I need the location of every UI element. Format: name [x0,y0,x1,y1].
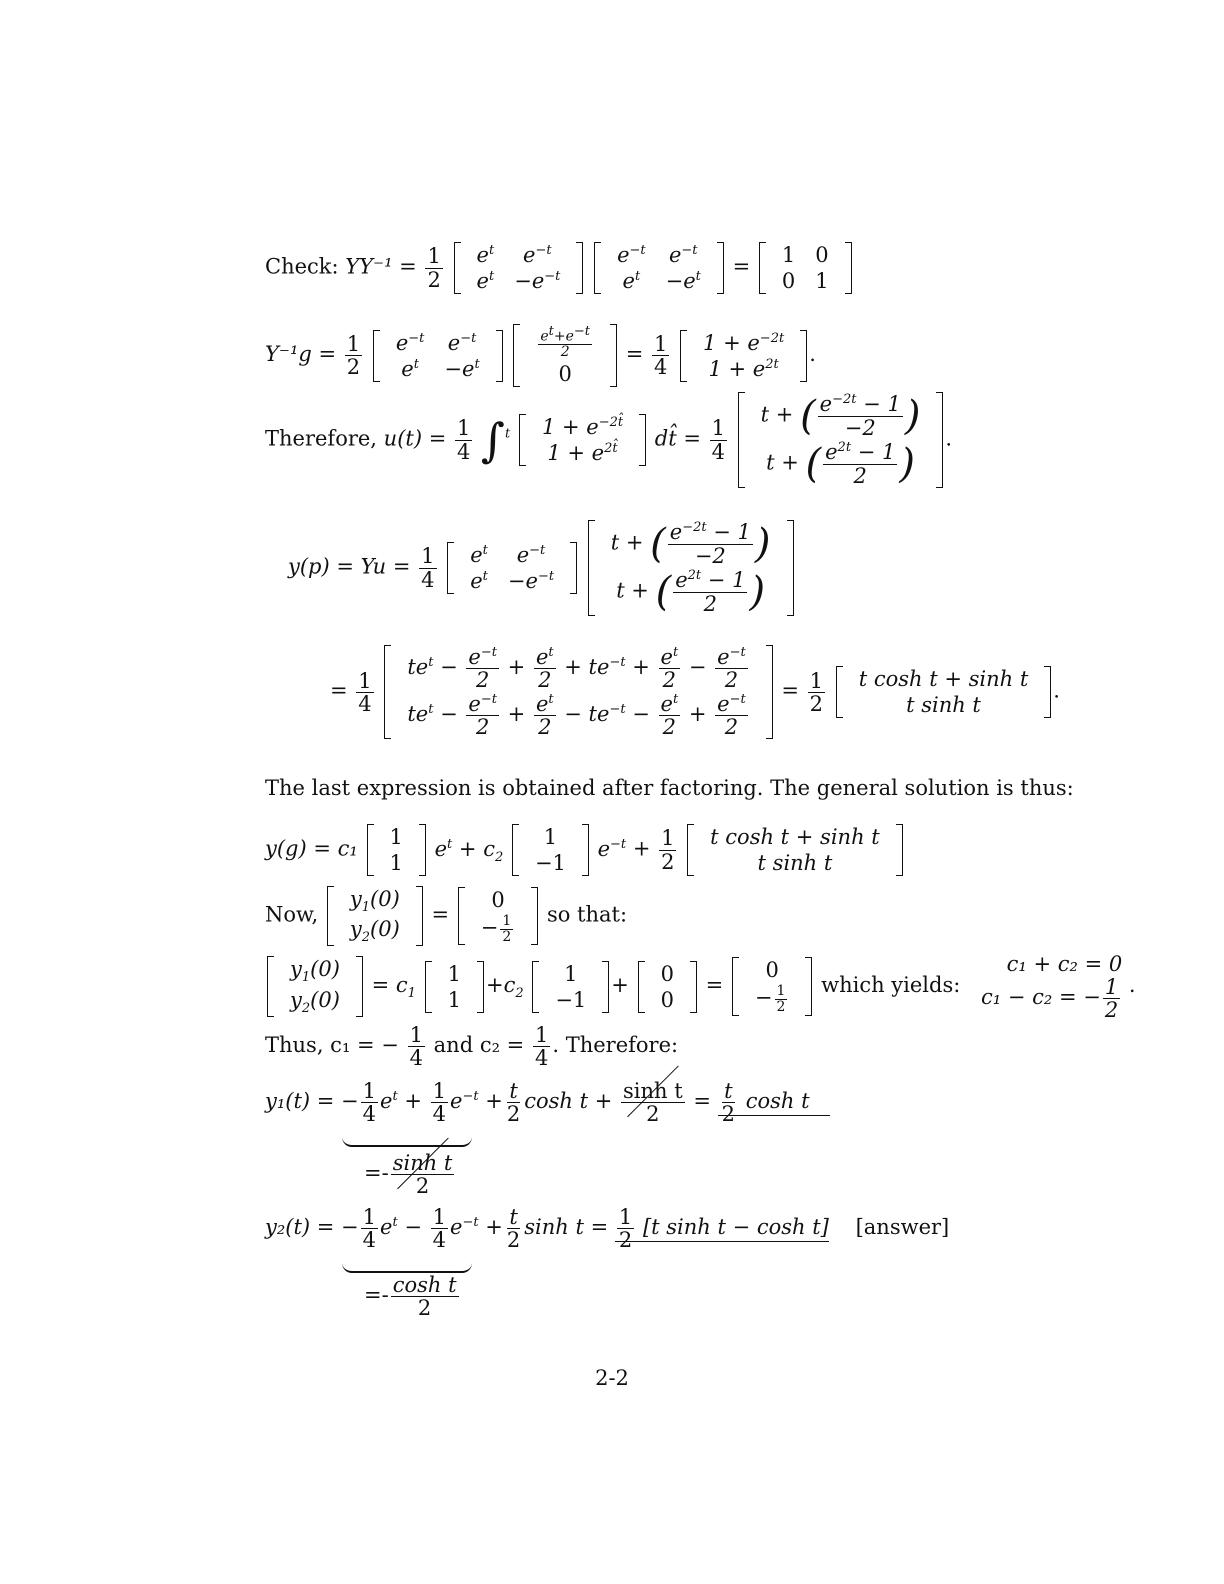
thus-label: Thus, c₁ = − [265,1033,399,1058]
y2-equation: y₂(t) = − $\frac{1}{4}$ $e^t$ − $\frac{1}{4}$ $e^{-t}$ + $\frac{t}{2}$ sinh t = $\frac{1}{2}$ [t sinh t − cosh t] [answer] [265,1205,950,1253]
matrix-y-2: $e^t$ $e^{-t}$ $e^t$ $-e^{-t}$ [447,542,577,594]
u-vector-2: t + ( $\frac{e^{-2t} - 1}{-2}$ ) t + ( $\frac{e^{2t} - 1}{2}$ ) [588,520,794,616]
y1-lhs: y₁(t) = − [265,1089,359,1114]
system-equation: $y_1(0)$ $y_2(0)$ = $c_1$ 1 1 $+c_2$ 1 −1 + 0 0 = 0 − $\frac{1}{2}$ which yields: c₁ + c₂ = 0 c₁ − c₂ = − $\frac{1}{2}$ . [265,952,1136,1021]
vector-result: $1 + e^{-2t}$ $1 + e^{2t}$ [680,330,807,382]
matrix-yinv-2: $e^{-t}$ $e^{-t}$ $e^t$ $-e^t$ [373,330,503,382]
which-yields-label: which yields: [821,973,961,998]
quarter-fraction: $\frac{1}{4}$ [358,668,372,716]
half-fraction: $\frac{1}{2}$ [809,668,824,716]
sinh-strike: sinh t [623,1079,683,1103]
ic-vector-2: 0 − $\frac{1}{2}$ [732,957,813,1015]
identity-matrix: 1 0 0 1 [759,242,852,294]
yinv-g-lhs: Y⁻¹g = [265,342,337,367]
quarter-fraction: $\frac{1}{4}$ [653,331,668,380]
result-row-2: t sinh t [906,693,981,718]
u-vector: t + ( $\frac{e^{-2t} - 1}{-2}$ ) t + ( $\frac{e^{2t} - 1}{2}$ ) [738,392,944,488]
therefore2-label: . Therefore: [552,1033,679,1058]
half-fraction: $\frac{1}{2}$ [1104,975,1119,1023]
coefficient-system [981,952,1122,1021]
check-equation: Check: YY⁻¹ = $\frac{1}{2}$ $e^t$ $e^{-t}$ $e^t$ $-e^{-t}$ $e^{-t}$ $e^{-t}$ $e^t$ $-e^t$ = 1 0 0 1 [265,242,854,294]
particular-row-2: t sinh t [757,851,833,875]
brace-2-cosh: cosh t [392,1273,457,1297]
half-fraction: $\frac{1}{2}$ [427,244,441,292]
brace-2-label: =- $\frac{\text{cosh t}}{2}$ [364,1273,457,1321]
check-lhs: YY⁻¹ = [345,254,417,279]
quarter-fraction: $\frac{1}{4}$ [456,416,471,464]
yg-lhs: y(g) = c₁ [265,836,358,861]
y1-result: cosh t [745,1089,810,1114]
brace-1-sinh: sinh t [392,1151,453,1175]
matrix-yinv: $e^{-t}$ $e^{-t}$ $e^t$ $-e^t$ [594,242,724,294]
brace-2-eq: =- [364,1283,389,1308]
quarter-fraction: $\frac{1}{4}$ [711,416,725,464]
quarter-fraction: $\frac{1}{4}$ [421,544,435,592]
expanded-matrix: $te^t$ − $\frac{e^{-t}}{2}$ + $\frac{e^t}{2}$ + $te^{-t}$ + $\frac{e^t}{2}$ − $\frac{e^{-t}}{2}$ $te^t$ − $\frac{e^{-t}}{2}$ + $\frac{e^t}{2}$ − $te^{-t}$ − $\frac{e^t}{2}$ + $\frac{e^{-t}}{2}$ [384,645,772,739]
expanded-equation: = $\frac{1}{4}$ $te^t$ − $\frac{e^{-t}}{2}$ + $\frac{e^t}{2}$ + $te^{-t}$ + $\frac{e^t}{2}$ − $\frac{e^{-t}}{2}$ $te^t$ − $\frac{e^{-t}}{2}$ + $\frac{e^t}{2}$ − $te^{-t}$ − $\frac{e^t}{2}$ + $\frac{e^{-t}}{2}$ = $\frac{1}{2}$ t cosh t + sinh t t sinh t . [330,645,1060,740]
y2-result: [t sinh t − cosh t] [642,1215,829,1240]
y0-vector-2: $y_1(0)$ $y_2(0)$ [267,956,363,1016]
vector-1-neg1-2: 1 −1 [532,961,609,1013]
system-eq-2: c₁ − c₂ = − [981,985,1101,1010]
yp-lhs: y(p) = Yu = [288,554,411,579]
y1-equation: y₁(t) = − $\frac{1}{4}$ $e^t$ + $\frac{1}{4}$ $e^{-t}$ + $\frac{t}{2}$ cosh t + $\frac{\text{sinh t}}{2}$ = $\frac{t}{2}$ cosh t [265,1080,830,1125]
equals-sign: = [330,678,348,703]
quarter-fraction: $\frac{1}{4}$ [409,1023,423,1071]
particular-row-1: t cosh t + sinh t [710,825,880,849]
zero-vector: 0 0 [638,961,697,1013]
initial-conditions: Now, $y_1(0)$ $y_2(0)$ = 0 − $\frac{1}{2}$ so that: [265,887,628,946]
yg-equation: y(g) = c₁ 1 1 $e^t + c_2$ 1 −1 $e^{-t}$ + $\frac{1}{2}$ t cosh t + sinh t t sinh t [265,824,905,876]
check-label: Check: [265,254,339,279]
and-label: and c₂ = [433,1033,525,1058]
answer-tag: [answer] [855,1215,950,1240]
result-row-1: t cosh t + sinh t [858,667,1029,692]
particular-vector [687,824,903,876]
vector-1-neg1: 1 −1 [512,824,589,876]
brace-1-eq: =- [364,1161,389,1186]
system-eq-1: c₁ + c₂ = 0 [1006,952,1123,976]
half-fraction: $\frac{1}{2}$ [346,331,361,380]
y2-lhs: y₂(t) = − [265,1215,359,1240]
so-that-label: so that: [546,902,628,927]
yp-equation [288,520,796,616]
ic-vector: 0 − $\frac{1}{2}$ [458,887,539,945]
quarter-fraction: $\frac{1}{4}$ [534,1023,549,1071]
y0-vector: $y_1(0)$ $y_2(0)$ [327,886,423,946]
now-label: Now, [265,902,319,927]
brace-1-label: =- $\frac{\text{sinh t}}{2}$ [364,1151,453,1199]
brace-1 [342,1128,472,1152]
u-lhs: u(t) = [383,426,447,451]
integral-sign: ∫ [481,413,506,467]
coefficients-line [265,1024,678,1069]
integrand-vector: $1 + e^{-2t̂}$ $1 + e^{2t̂}$ [519,414,646,466]
u-equation: Therefore, u(t) = $\frac{1}{4}$ ∫$^t$ $1 + e^{-2t̂}$ $1 + e^{2t̂}$ dt̂ = $\frac{1}{4}$ t + ( $\frac{e^{-2t} - 1}{-2}$ ) t + ( $\frac{e^{2t} - 1}{2}$ ) . [265,392,953,488]
yinv-g-equation: Y⁻¹g = $\frac{1}{2}$ $e^{-t}$ $e^{-t}$ $e^t$ $-e^t$ $\frac{et+e-t}{2}$ 0 = $\frac{1}{4}$ $1 + e^{-2t}$ $1 + e^{2t}$ . [265,324,816,387]
vector-11: 1 1 [367,824,426,876]
therefore-label: Therefore, [265,426,377,451]
vector-g: $\frac{et+e-t}{2}$ 0 [513,324,617,387]
half-fraction: $\frac{1}{2}$ [661,826,675,874]
vector-11-2: 1 1 [425,961,484,1013]
result-vector [836,666,1052,718]
page-number: 2-2 [595,1366,629,1390]
matrix-y: $e^t$ $e^{-t}$ $e^t$ $-e^{-t}$ [454,242,584,294]
general-solution-text: The last expression is obtained after factoring. The general solution is thus: [265,776,1074,800]
